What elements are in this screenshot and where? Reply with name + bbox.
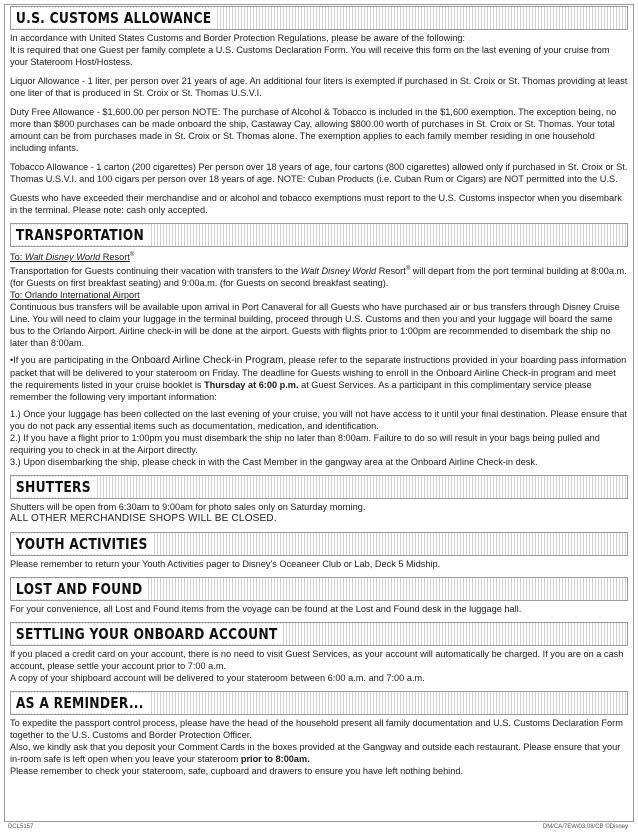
reg-mark-2: ® <box>405 266 411 273</box>
footer-copyright: DM/CA/7EW/03.08/CB ©Disney <box>542 824 628 830</box>
checkin-e: at Guest Services. As a participant in this complimentary service please remember the following very important information: <box>10 380 592 403</box>
checkin-c: , please refer to the separate instructions provided in your boarding pass information packet that will be delivered to your stateroom on Friday. The deadline for Guests wishing to enroll in the Onboard Airline Check-in program and meet the requirements listed in your cruise booklet is <box>10 355 627 391</box>
footer <box>8 820 628 830</box>
checkin-step-1: 1.) Once your luggage has been collected on the last evening of your cruise, you will not have access to it until your final destination. Please ensure that you do not pack any essential items such as documentation, medication, and identification. <box>10 409 627 432</box>
checkin-step-3: 3.) Upon disembarking the ship, please check in with the Cast Member in the gangway area at the Onboard Airline Check-in desk. <box>10 457 538 468</box>
reminder-text-3: Please remember to check your stateroom, safe, cupboard and drawers to ensure you have left nothing behind. <box>10 766 464 777</box>
reminder-section <box>10 691 628 777</box>
customs-section <box>10 6 628 221</box>
shutters-header <box>10 475 628 499</box>
shutters-text: Shutters will be open from 6:30am to 9:00am for photo sales only on Saturday morning. <box>10 502 366 513</box>
account-text-2: A copy of your shipboard account will be delivered to your stateroom between 6:00 a.m. and 7:00 a.m. <box>10 673 425 684</box>
liquor-allowance: Liquor Allowance - 1 liter, per person over 21 years of age. An additional four liters is exempted if purchased in St. Croix or St. Thomas providing at least one liter of that is produced in St. Croix or St. Thomas U.S.V.I. <box>10 76 628 98</box>
youth-text: Please remember to return your Youth Activities pager to Disney's Oceaneer Club or Lab, Deck 5 Midship. <box>10 559 441 570</box>
to-airport-heading: To: Orlando International Airport <box>10 290 140 301</box>
lost-found-text: For your convenience, all Lost and Found items from the voyage can be found at the Lost and Found desk in the luggage hall. <box>10 604 522 615</box>
reminder-header <box>10 691 628 715</box>
account-text-1: If you placed a credit card on your account, there is no need to visit Guest Services, as your account will automatically be charged. If you are on a cash account, please settle your account prior to 7:00 a.m. <box>10 649 624 672</box>
tobacco-allowance: Tobacco Allowance - 1 carton (200 cigarettes) Per person over 18 years of age, four cartons (800 cigarettes) allowed only if purchased in St. Croix or St. Thomas U.S.V.I. and 100 cigars per person over 18 years of age. NOTE: Cuban Products (i.e. Cuban Rum or Cigars) are NOT permitted into the U.S. <box>10 162 628 184</box>
customs-header <box>10 6 628 30</box>
youth-header <box>10 532 628 556</box>
account-section <box>10 622 628 689</box>
wdw-transfer-text <box>10 263 628 289</box>
transportation-title: TRANSPORTATION <box>11 225 149 245</box>
to-wdw-heading <box>10 249 628 263</box>
to-wdw-prefix: To: <box>10 252 25 263</box>
reminder-title: AS A REMINDER... <box>11 693 149 713</box>
wdw-text-a: Transportation for Guests continuing their vacation with transfers to the <box>10 266 301 277</box>
lost-found-section <box>10 577 628 620</box>
checkin-program-name: Onboard Airline Check-in Program <box>131 355 284 367</box>
reminder-text-2a: Also, we kindly ask that you deposit your Comment Cards in the boxes provided at the Gangway and outside each restaurant. Please ensure that your in-room safe is left open when you leave your stateroom <box>10 742 621 765</box>
checkin-a: •If you are participating in the <box>10 355 132 366</box>
youth-title: YOUTH ACTIVITIES <box>11 534 153 554</box>
checkin-program-text <box>10 354 628 403</box>
footer-code: DCL5157 <box>8 824 34 830</box>
reminder-deadline: prior to 8:00am. <box>240 754 310 765</box>
checkin-step-2: 2.) If you have a flight prior to 1:00pm you must disembark the ship no later than 8:00am. Failure to do so will result in your bags being pulled and requiring you to check in at the Airport directly. <box>10 433 600 456</box>
shops-closed-text: ALL OTHER MERCHANDISE SHOPS WILL BE CLOSED. <box>10 513 277 525</box>
exceeded-note: Guests who have exceeded their merchandise and or alcohol and tobacco exemptions must report to the U.S. Customs inspector when you disembark in the terminal. Please note: cash only accepted. <box>10 193 622 215</box>
account-title: SETTLING YOUR ONBOARD ACCOUNT <box>11 624 282 644</box>
reg-mark: ® <box>129 252 135 258</box>
lost-found-header <box>10 577 628 601</box>
transportation-header <box>10 223 628 247</box>
lost-found-title: LOST AND FOUND <box>11 579 147 599</box>
checkin-deadline: Thursday at 6:00 p.m. <box>204 380 299 391</box>
reminder-text-1: To expedite the passport control process, please have the head of the household present all family documentation and U.S. Customs Declaration Form together to the U.S. Customs and Border Protection Officer. <box>10 718 623 741</box>
duty-free-allowance: Duty Free Allowance - $1,600.00 per person NOTE: The purchase of Alcohol & Tobacco is included in the $1,600 exemption. The exception being, no more than $800 purchases can be made onboard the ship, Castaway Cay, allowing $800.00 worth of purchases in St. Croix or St. Thomas. Your total amount can be from purchases made in St. Croix or St. Thomas alone. The exemption applies to each family member residing in one household including infants. <box>10 107 617 153</box>
customs-intro-2: It is required that one Guest per family complete a U.S. Customs Declaration Form. You will receive this form on the last evening of your cruise from your Stateroom Host/Hostess. <box>10 45 610 67</box>
account-header <box>10 622 628 646</box>
reminder-text-2 <box>10 741 628 765</box>
shutters-title: SHUTTERS <box>11 477 96 497</box>
to-wdw-suffix: Resort <box>100 252 130 263</box>
wdw-text-name: Walt Disney World <box>300 266 377 277</box>
customs-title: U.S. CUSTOMS ALLOWANCE <box>11 8 216 28</box>
transportation-section <box>10 223 628 473</box>
to-wdw-name: Walt Disney World <box>24 252 101 263</box>
airport-transfer-text: Continuous bus transfers will be available upon arrival in Port Canaveral for all Guests who have purchased air or bus transfers through Disney Cruise Line. You will need to claim your luggage in the terminal building, proceed through U.S. Customs and then you and your luggage will board the same bus to the Orlando Airport. Airline check-in will be done at the airport. Guests with flights prior to 1:00pm are recommended to disembark the ship no later than 8:00am. <box>10 302 620 349</box>
wdw-text-c: will depart from the port terminal building at 8:00a.m. (for Guests on first breakfast seating) and 9:00a.m. (for Guests on second breakfast seating). <box>10 266 627 289</box>
wdw-text-b: Resort <box>376 266 406 277</box>
customs-intro-1: In accordance with United States Customs and Border Protection Regulations, please be aware of the following: <box>10 33 466 43</box>
shutters-section <box>10 475 628 530</box>
youth-section <box>10 532 628 575</box>
